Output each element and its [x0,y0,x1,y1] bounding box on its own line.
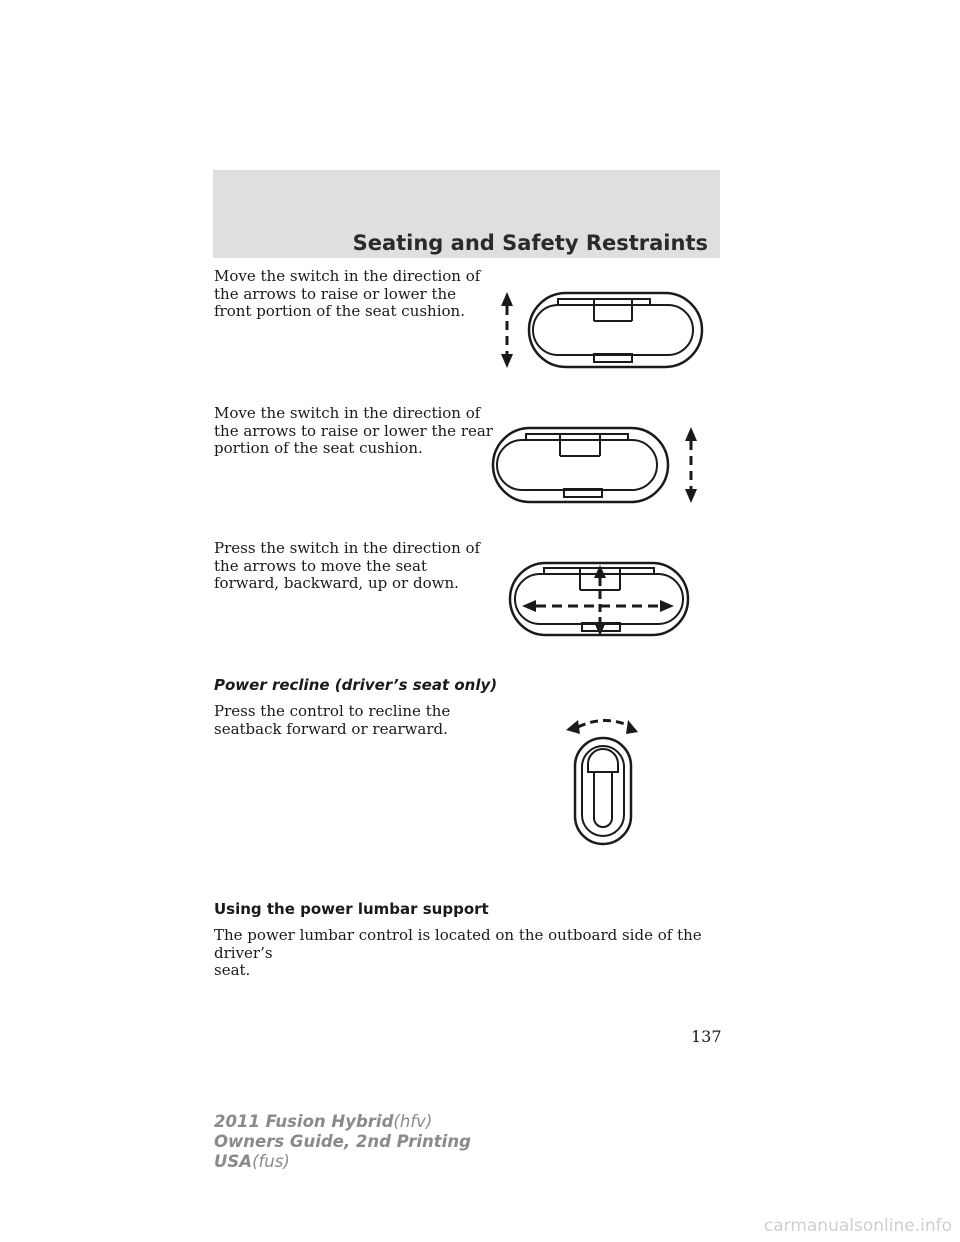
footer-model-code: (hfv) [393,1112,433,1131]
seat-switch-rear-tilt-icon [490,425,710,505]
section-header [213,170,720,258]
recline-heading: Power recline (driver’s seat only) [214,676,498,694]
watermark: carmanualsonline.info [763,1216,952,1236]
page-number: 137 [691,1027,722,1046]
seat-switch-front-tilt-icon [490,290,710,370]
footer-market: USA [214,1152,253,1171]
footer-edition [214,1112,471,1172]
seat-move-text: Press the switch in the direction of the arrows to move the seat forward, backward, up or down. [214,539,481,592]
lumbar-text: The power lumbar control is located on the outboard side of the driver’s seat. [214,926,702,979]
front-cushion-text: Move the switch in the direction of the arrows to raise or lower the front portion of the seat cushion. [214,267,481,320]
recline-text: Press the control to recline the seatback forward or rearward. [214,702,451,738]
lumbar-heading: Using the power lumbar support [214,900,489,918]
seat-switch-four-way-icon [508,560,708,640]
section-title: Seating and Safety Restraints [352,231,708,255]
footer-market-code: (fus) [252,1152,290,1171]
footer-model: 2011 Fusion Hybrid [214,1112,394,1131]
rear-cushion-text: Move the switch in the direction of the arrows to raise or lower the rear portion of the seat cushion. [214,404,493,457]
recline-switch-icon [560,712,650,848]
footer-printing: Owners Guide, 2nd Printing [214,1132,471,1151]
